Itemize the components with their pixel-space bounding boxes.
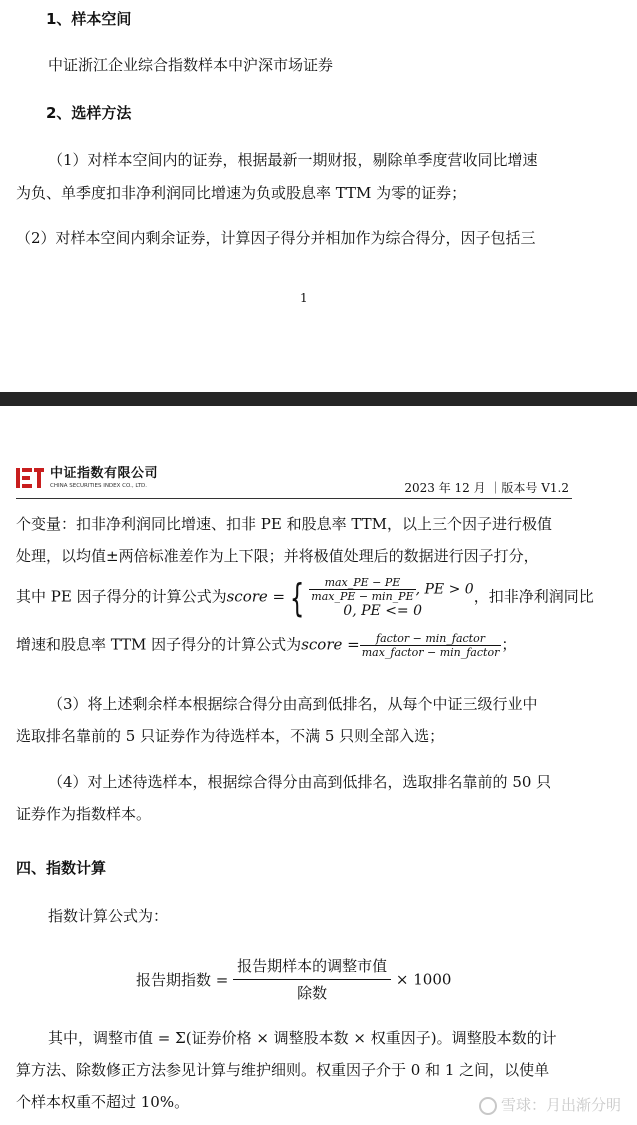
index-formula <box>136 956 451 1003</box>
factor-score-lhs: score = <box>301 635 360 654</box>
pe-case1-den: max_PE − min_PE <box>311 590 414 603</box>
sample-space-text: 中证浙江企业综合指数样本中沪深市场证券 <box>48 56 334 74</box>
rule4-line1: （4）对上述待选样本，根据综合得分由高到低排名，选取排名靠前的 50 只 <box>48 773 552 791</box>
pe-score-line <box>16 576 594 619</box>
pe-case1-cond: , PE > 0 <box>415 581 474 598</box>
note-line2: 算方法、除数修正方法参见计算与维护细则。权重因子介于 0 和 1 之间，以使单 <box>16 1061 550 1079</box>
rule2-line1: （2）对样本空间内剩余证券，计算因子得分并相加作为综合得分，因子包括三 <box>16 229 536 247</box>
p1-line3-suffix: ，扣非净利润同比 <box>473 587 594 606</box>
note-line1: 其中，调整市值 = Σ(证券价格 × 调整股本数 × 权重因子)。调整股本数的计 <box>48 1029 557 1047</box>
header-version: 2023 年 12 月 ｜版本号 V1.2 <box>404 481 569 495</box>
pe-score-cases <box>309 576 473 619</box>
heading-calc: 四、指数计算 <box>16 859 107 877</box>
factor-score-line <box>16 632 516 659</box>
rule4-line2: 证券作为指数样本。 <box>16 805 152 823</box>
page-divider <box>0 392 637 406</box>
rule1-line2: 为负、单季度扣非净利润同比增速为负或股息率 TTM 为零的证券； <box>16 184 467 202</box>
logo-en: CHINA SECURITIES INDEX CO., LTD. <box>50 483 147 489</box>
heading-method: 2、选样方法 <box>46 104 132 122</box>
p1-line4-prefix: 增速和股息率 TTM 因子得分的计算公式为 <box>16 635 302 654</box>
page-number: 1 <box>300 291 308 305</box>
watermark-text: 雪球：月出渐分明 <box>500 1096 621 1114</box>
p1-line4-suffix: ； <box>501 635 517 654</box>
xueqiu-logo-icon <box>479 1097 497 1115</box>
watermark <box>479 1094 621 1115</box>
index-num: 报告期样本的调整市值 <box>233 956 391 980</box>
logo-cn: 中证指数有限公司 <box>50 466 159 481</box>
rule3-line1: （3）将上述剩余样本根据综合得分由高到低排名，从每个中证三级行业中 <box>48 695 538 713</box>
calc-intro: 指数计算公式为： <box>48 907 169 925</box>
rule3-line2: 选取排名靠前的 5 只证券作为待选样本，不满 5 只则全部入选； <box>16 727 445 745</box>
pe-case2: 0, PE <= 0 <box>343 603 423 619</box>
pe-case1-num: max_PE − PE <box>309 576 415 590</box>
factor-num: factor − min_factor <box>360 632 502 646</box>
p1-line3-prefix: 其中 PE 因子得分的计算公式为 <box>16 587 227 606</box>
index-den: 除数 <box>297 984 328 1002</box>
brace-glyph: { <box>289 575 305 620</box>
rule1-line1: （1）对样本空间内的证券，根据最新一期财报，剔除单季度营收同比增速 <box>48 151 538 169</box>
company-logo <box>16 466 176 494</box>
factor-den: max_factor − min_factor <box>361 646 500 659</box>
csi-logo-icon <box>16 466 46 490</box>
index-mult: × 1000 <box>395 970 452 989</box>
index-lhs: 报告期指数 = <box>136 971 229 989</box>
p1-line1: 个变量：扣非净利润同比增速、扣非 PE 和股息率 TTM，以上三个因子进行极值 <box>16 515 552 533</box>
heading-sample-space: 1、样本空间 <box>46 10 132 28</box>
note-line3: 个样本权重不超过 10%。 <box>16 1093 190 1111</box>
header-rule <box>16 498 572 499</box>
p1-line2: 处理，以均值±两倍标准差作为上下限；并将极值处理后的数据进行因子打分， <box>16 547 539 565</box>
pe-score-lhs: score = <box>226 587 286 606</box>
